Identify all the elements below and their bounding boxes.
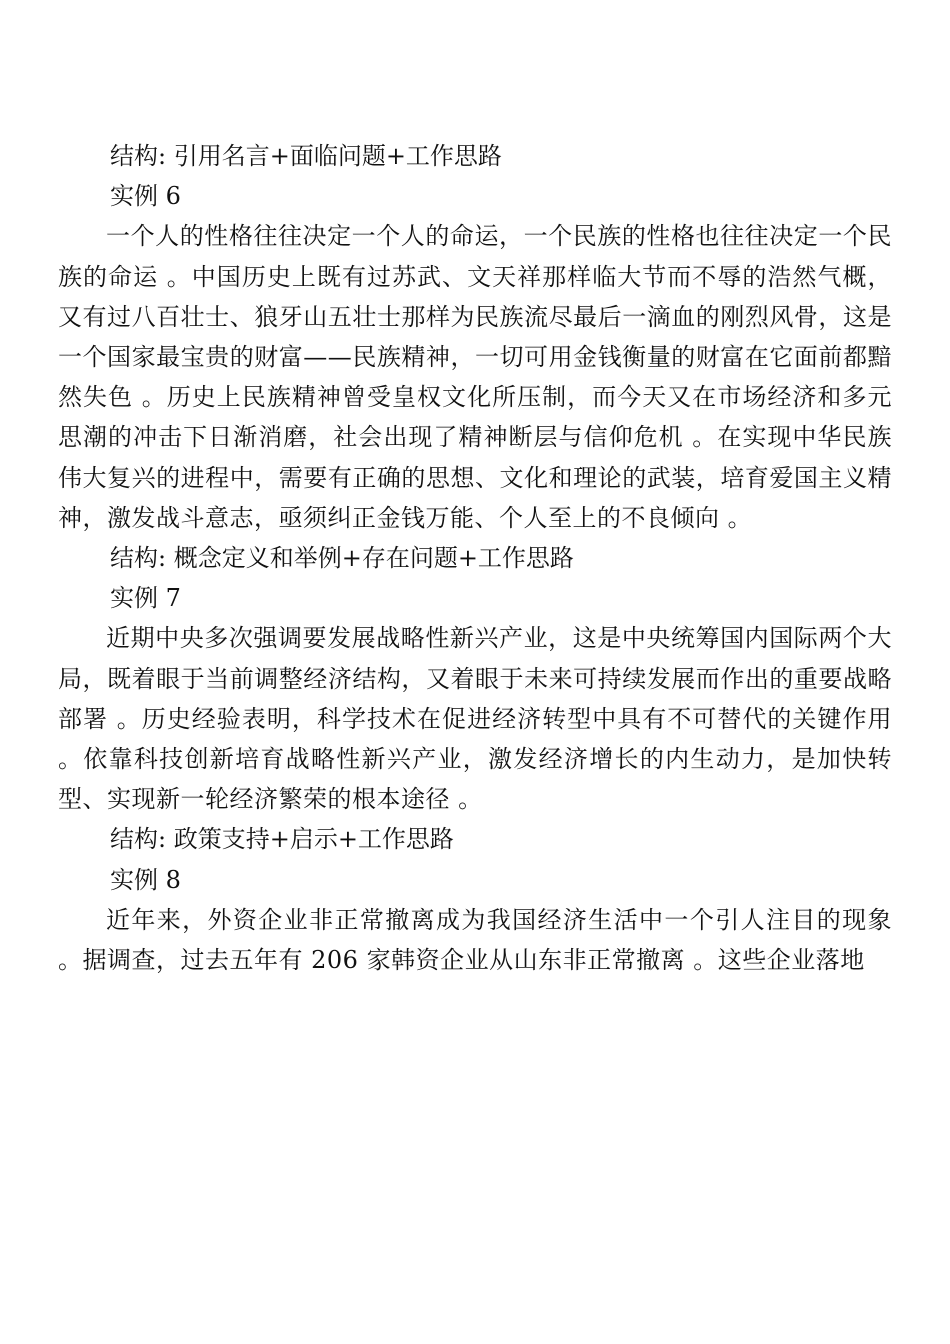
example-6-body: 一个人的性格往往决定一个人的命运，一个民族的性格也往往决定一个民族的命运 。中国历史上既有过苏武、文天祥那样临大节而不辱的浩然气概，又有过八百壮士、狼牙山五壮士那样为民族流尽最后一滴血的刚烈风骨，这是一个国家最宝贵的财富——民族精神，一切可用金钱衡量的财富在它面前都黯然失色 。历史上民族精神曾受皇权文化所压制，而今天又在市场经济和多元思潮的冲击下日渐消磨，社会出现了精神断层与信仰危机 。在实现中华民族伟大复兴的进程中，需要有正确的思想、文化和理论的武装，培育爱国主义精神，激发战斗意志，亟须纠正金钱万能、个人至上的不良倾向 。 xyxy=(58,222,892,532)
structure-label-3: 结构: 政策支持+启示+工作思路 xyxy=(110,825,454,854)
example-8-body: 近年来，外资企业非正常撤离成为我国经济生活中一个引人注目的现象 。据调查，过去五年有 206 家韩资企业从山东非正常撤离 。这些企业落地 xyxy=(58,905,892,975)
structure-label-1: 结构: 引用名言+面临问题+工作思路 xyxy=(110,142,502,170)
structure-label-2: 结构: 概念定义和举例+存在问题+工作思路 xyxy=(110,544,574,573)
example-heading-6: 实例 6 xyxy=(110,182,181,211)
document-page xyxy=(58,136,892,980)
example-7-body: 近期中央多次强调要发展战略性新兴产业，这是中央统筹国内国际两个大局，既着眼于当前调整经济结构，又着眼于未来可持续发展而作出的重要战略部署 。历史经验表明，科学技术在促进经济转型中具有不可替代的关键作用 。依靠科技创新培育战略性新兴产业，激发经济增长的内生动力，是加快转型、实现新一轮经济繁荣的根本途径 。 xyxy=(58,624,892,814)
example-heading-8: 实例 8 xyxy=(110,865,181,894)
example-heading-7: 实例 7 xyxy=(110,584,181,613)
